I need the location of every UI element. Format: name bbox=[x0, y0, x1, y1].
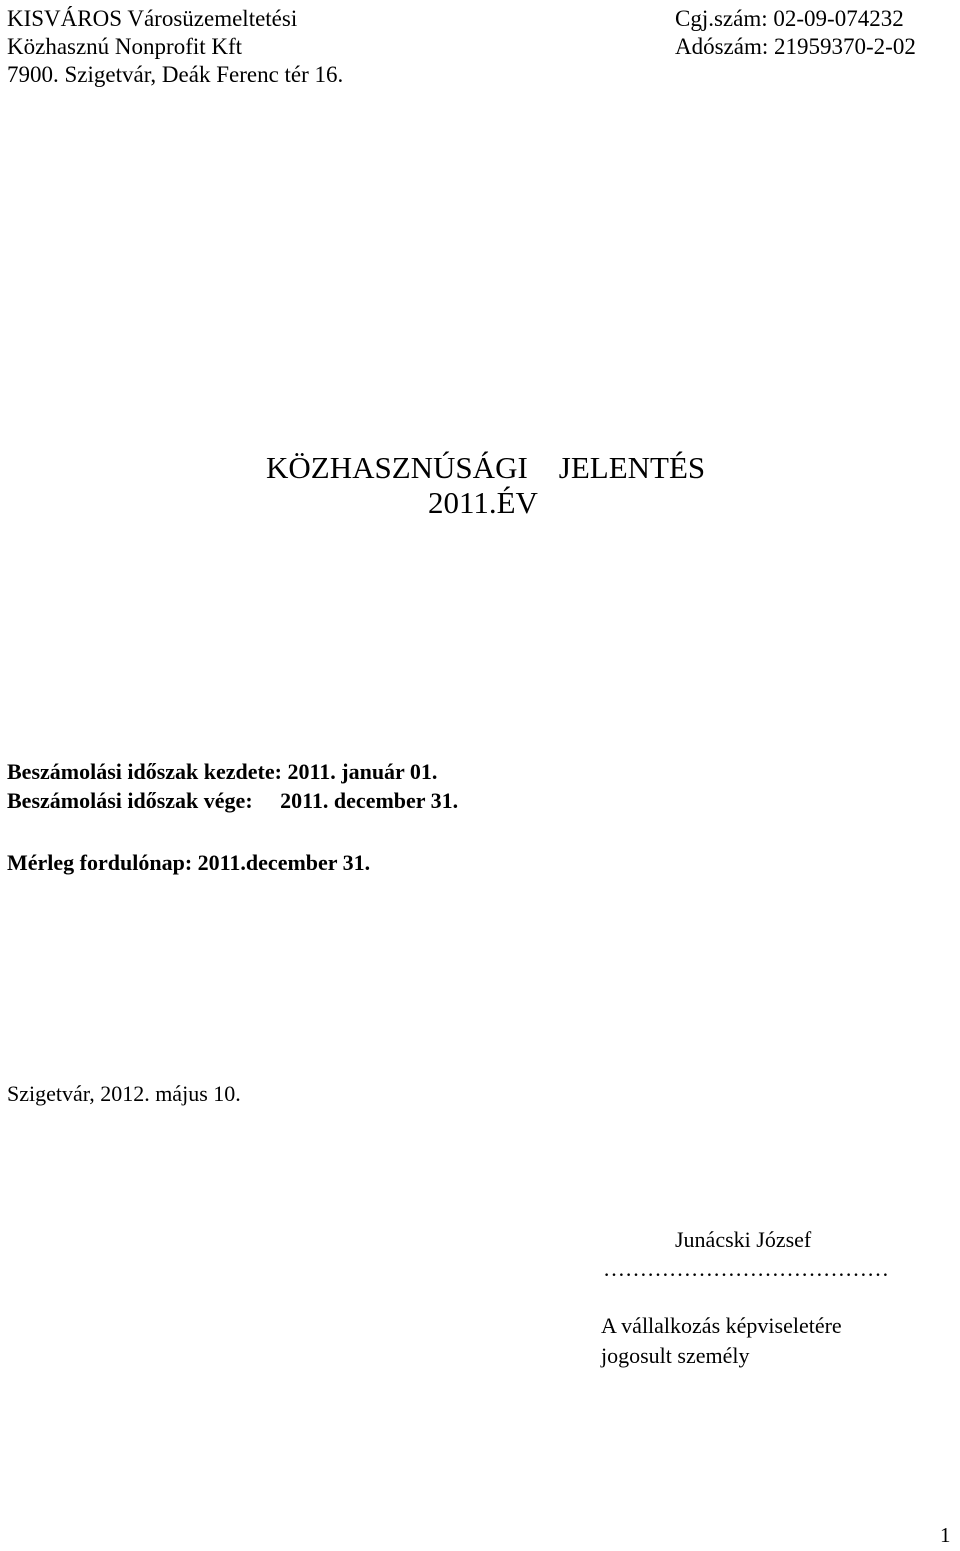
company-address: 7900. Szigetvár, Deák Ferenc tér 16. bbox=[7, 62, 344, 87]
company-name-line2: Közhasznú Nonprofit Kft bbox=[7, 34, 243, 59]
signatory-role-line2: jogosult személy bbox=[601, 1343, 750, 1368]
company-name-line1: KISVÁROS Városüzemeltetési bbox=[7, 6, 298, 31]
signature-line: ………………………………… bbox=[603, 1256, 889, 1281]
period-start: Beszámolási időszak kezdete: 2011. január 01. bbox=[7, 759, 438, 784]
report-year: 2011.ÉV bbox=[428, 485, 538, 520]
registration-number: Cgj.szám: 02-09-074232 bbox=[675, 6, 904, 31]
tax-number: Adószám: 21959370-2-02 bbox=[675, 34, 916, 59]
signatory-role-line1: A vállalkozás képviseletére bbox=[601, 1313, 842, 1338]
page-number: 1 bbox=[940, 1523, 951, 1547]
place-and-date: Szigetvár, 2012. május 10. bbox=[7, 1081, 241, 1106]
report-title: KÖZHASZNÚSÁGI JELENTÉS bbox=[266, 450, 706, 485]
signatory-name: Junácski József bbox=[675, 1227, 812, 1252]
balance-date: Mérleg fordulónap: 2011.december 31. bbox=[7, 850, 371, 875]
period-end: Beszámolási időszak vége: 2011. december 31. bbox=[7, 788, 459, 813]
